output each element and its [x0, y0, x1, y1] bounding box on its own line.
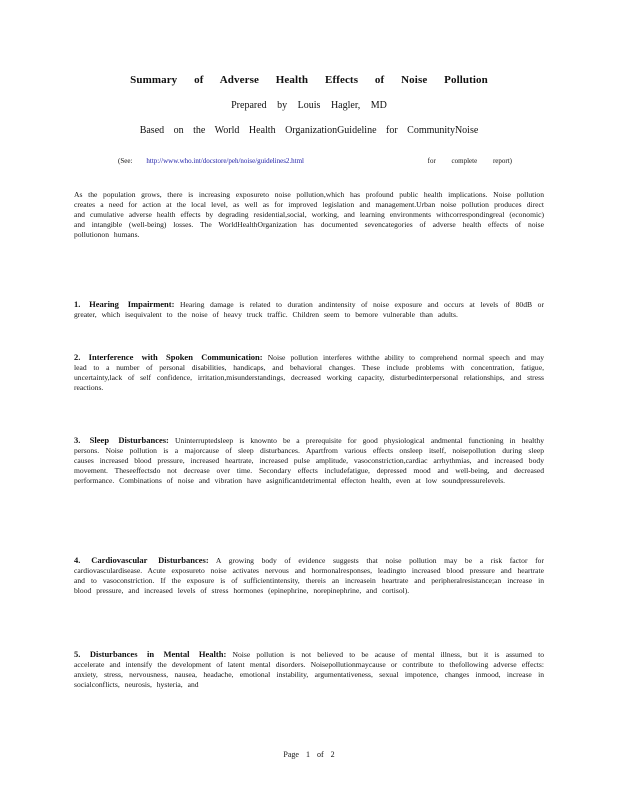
intro-paragraph: As the population grows, there is increasing exposureto noise pollution,which has profound public health implications. Noise pollution creates a need for action at the local level, as well as for improved legislation and management.Urban noise pollution produces direct and cumulative adverse health effects by degrading residential,social, working, and learning environments withcorrespondingreal (economic) and intangible (well-being) losses. The WorldHealthOrganization has documented sevencategories of adverse health effects of noise pollutionon humans. [74, 189, 544, 240]
page-number: 1 [305, 750, 310, 759]
section-body: Hearing damage is related to duration andintensity of noise exposure and occurs at levels of 80dB or greater, which isequivalent to the noise of heavy truck traffic. Children seem to bemore vulnerable than adults. [74, 299, 544, 319]
author-line: Prepared by Louis Hagler, MD [231, 100, 387, 111]
section-body: Noise pollution is not believed to be acause of mental illness, but it is assumed to accelerate and intensify the development of latent mental disorders. Noisepollutionmaycause or contribute to thefollowing adverse effects: anxiety, stress, nervousness, nausea, headache, emotional instability, argumentativeness, sexual impotence, changes inmood, increase in socialconflicts, neurosis, hysteria, and [74, 649, 544, 690]
section-heading: 3. Sleep Disturbances: [74, 434, 169, 445]
page-footer [0, 750, 618, 759]
section-cardiovascular [74, 555, 544, 597]
section-heading: 2. Interference with Spoken Communication: [74, 351, 263, 362]
section-body: A growing body of evidence suggests that noise pollution may be a risk factor for cardiovasculardisease. Acute exposureto noise activates nervous and hormonalresponses, leadingto increased blood pressure and heartrate and to vasoconstriction. If the exposure is of sufficientintensity, thereis an increasein heartrate and peripheralresistance;an increase in blood pressure, and increased levels of stress hormones (epinephrine, norepinephrine, and cortisol). [74, 555, 544, 596]
section-mental-health [74, 649, 544, 691]
section-sleep-disturbances [74, 435, 544, 487]
section-heading: 4. Cardiovascular Disturbances: [74, 554, 209, 565]
source-line: Based on the World Health OrganizationGuideline for CommunityNoise [139, 125, 479, 136]
reference-line [74, 157, 544, 165]
page-title: Summary of Adverse Health Effects of Noise Pollution [130, 74, 488, 86]
section-spoken-communication [74, 352, 544, 394]
reference-suffix: for complete report) [427, 157, 512, 165]
page-label: Page [283, 750, 299, 759]
of-label: of [316, 750, 324, 759]
page-total: 2 [330, 750, 335, 759]
reference-prefix: (See: [118, 157, 133, 165]
section-heading: 1. Hearing Impairment: [74, 298, 175, 309]
section-body: Noise pollution interferes withthe ability to comprehend normal speech and may lead to a number of personal disabilities, handicaps, and behavioral changes. These include problems with concentration, fatigue, uncertainty,lack of self confidence, irritation,misunderstandings, decreased working capacity, disturbedinterpersonal relationships, and stress reactions. [74, 352, 544, 393]
section-body: Uninterruptedsleep is knownto be a prerequisite for good physiological andmental functioning in healthy persons. Noise pollution is a majorcause of sleep disturbances. Apartfrom various effects onsleep itself, noisepollution during sleep causes increased blood pressure, increased heartrate, increased pulse amplitude, vasoconstriction,cardiac arrhythmias, and increased body movement. Theseeffectsdo not decrease over time. Secondary effects includefatigue, depressed mood and well-being, and decreased performance. Combinations of noise and vibration have asignificantdetrimental effecton health, even at low soundpressurelevels. [74, 435, 544, 486]
section-hearing-impairment [74, 299, 544, 320]
reference-link[interactable]: http://www.who.int/docstore/peh/noise/guidelines2.html [146, 157, 305, 165]
section-heading: 5. Disturbances in Mental Health: [74, 648, 227, 659]
